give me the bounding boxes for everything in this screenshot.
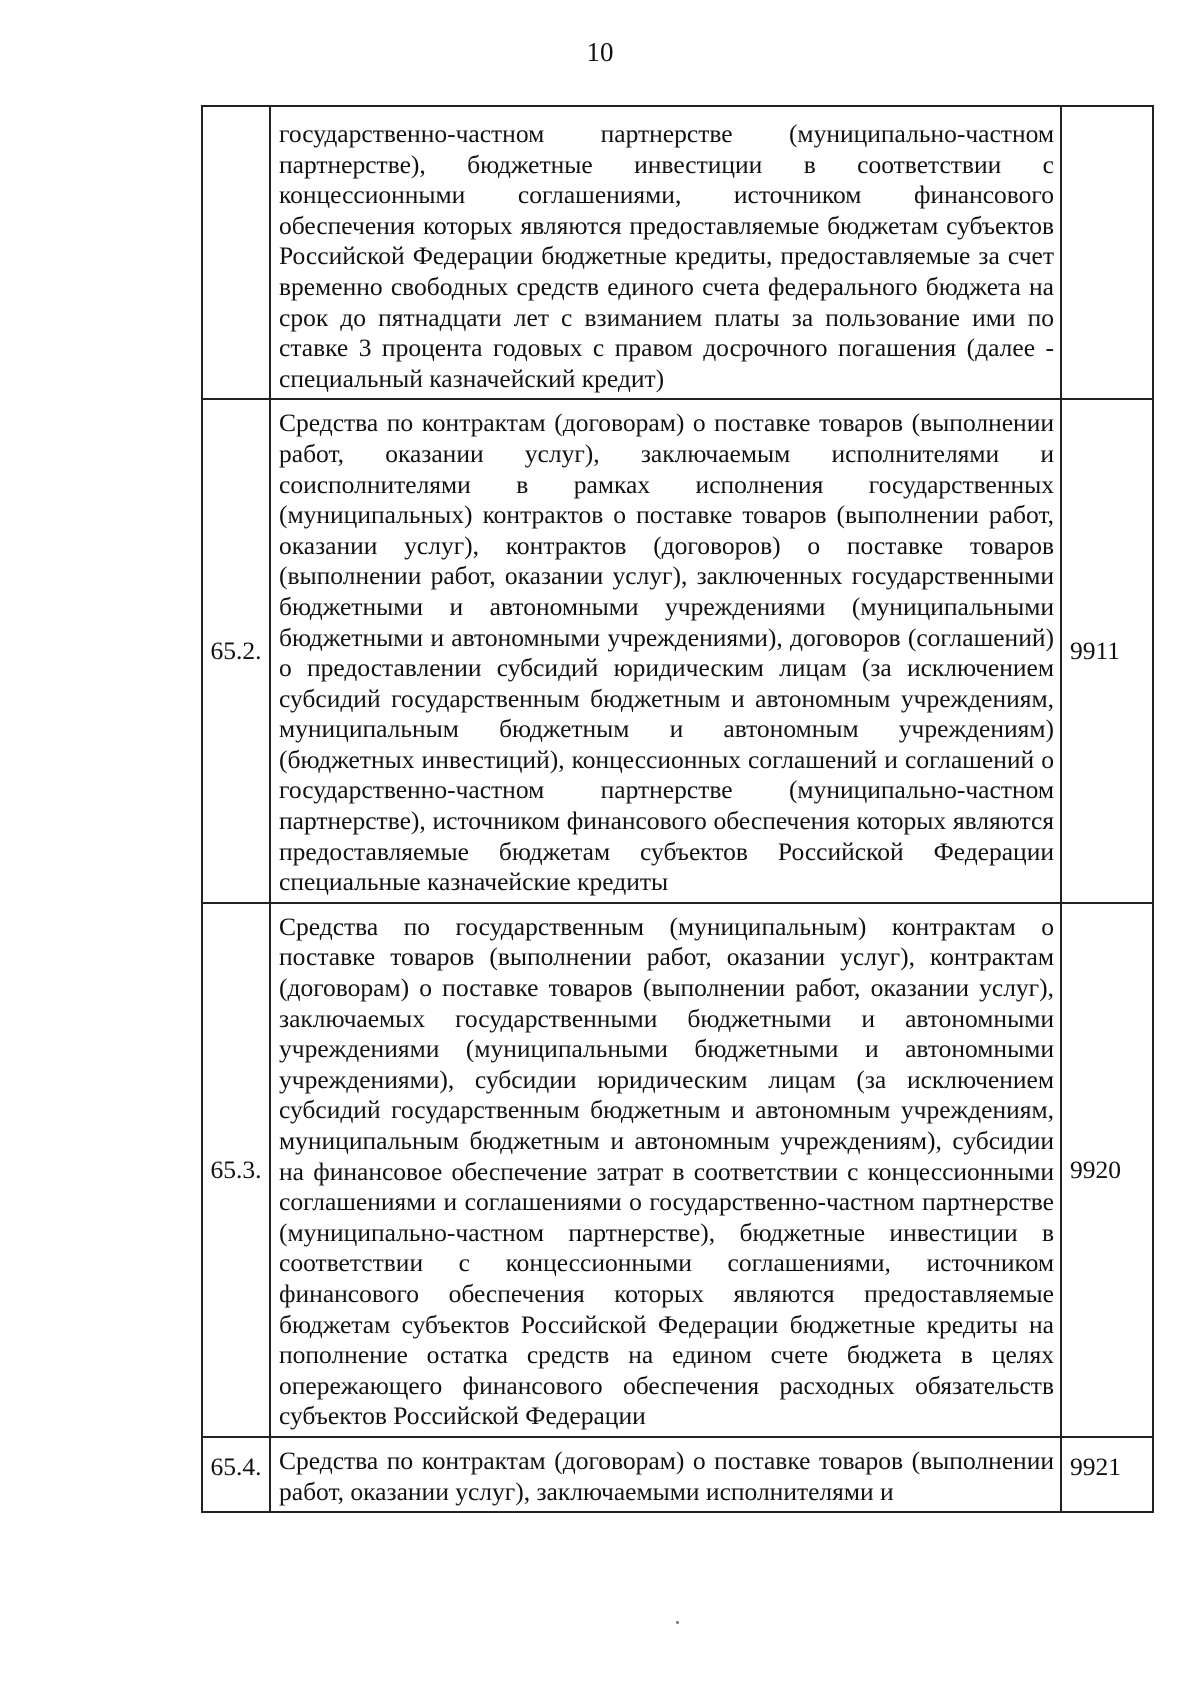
item-code-cell: [1061, 106, 1153, 399]
item-description-cell: государственно-частном партнерстве (муниципально-частном партнерстве), бюджетные инвестиции в соответствии с концессионными соглашениями, источником финансового обеспечения которых являются предоставляемые бюджетам субъектов Российской Федерации бюджетные кредиты, предоставляемые за счет временно свободных средств единого счета федерального бюджета на срок до пятнадцати лет с взиманием платы за пользование ими по ставке 3 процента годовых с правом досрочного погашения (далее - специальный казначейский кредит): [270, 106, 1061, 399]
item-number-cell: 65.3.: [202, 903, 270, 1437]
item-code-cell: 9920: [1061, 903, 1153, 1437]
budget-codes-table: [201, 105, 1154, 1513]
table-row: [202, 1437, 1153, 1512]
table-row: [202, 106, 1153, 399]
table-row: [202, 903, 1153, 1437]
table-row: [202, 399, 1153, 903]
item-number-cell: 65.4.: [202, 1437, 270, 1512]
item-code-cell: 9921: [1061, 1437, 1153, 1512]
item-number-cell: [202, 106, 270, 399]
item-code-cell: 9911: [1061, 399, 1153, 903]
item-description-cell: Средства по контрактам (договорам) о поставке товаров (выполнении работ, оказании услуг), заключаемыми исполнителями и: [270, 1437, 1061, 1512]
scan-speck: [676, 1621, 679, 1624]
item-number-cell: 65.2.: [202, 399, 270, 903]
page-number: 10: [586, 37, 614, 67]
item-description-cell: Средства по контрактам (договорам) о поставке товаров (выполнении работ, оказании услуг), заключаемым исполнителями и соисполнителями в рамках исполнения государственных (муниципальных) контрактов о поставке товаров (выполнении работ, оказании услуг), контрактов (договоров) о поставке товаров (выполнении работ, оказании услуг), заключенных государственными бюджетными и автономными учреждениями (муниципальными бюджетными и автономными учреждениями), договоров (соглашений) о предоставлении субсидий юридическим лицам (за исключением субсидий государственным бюджетным и автономным учреждениям, муниципальным бюджетным и автономным учреждениям) (бюджетных инвестиций), концессионных соглашений и соглашений о государственно-частном партнерстве (муниципально-частном партнерстве), источником финансового обеспечения которых являются предоставляемые бюджетам субъектов Российской Федерации специальные казначейские кредиты: [270, 399, 1061, 903]
item-description-cell: Средства по государственным (муниципальным) контрактам о поставке товаров (выполнении работ, оказании услуг), контрактам (договорам) о поставке товаров (выполнении работ, оказании услуг), заключаемых государственными бюджетными и автономными учреждениями (муниципальными бюджетными и автономными учреждениями), субсидии юридическим лицам (за исключением субсидий государственным бюджетным и автономным учреждениям, муниципальным бюджетным и автономным учреждениям), субсидии на финансовое обеспечение затрат в соответствии с концессионными соглашениями и соглашениями о государственно-частном партнерстве (муниципально-частном партнерстве), бюджетные инвестиции в соответствии с концессионными соглашениями, источником финансового обеспечения которых являются предоставляемые бюджетам субъектов Российской Федерации бюджетные кредиты на пополнение остатка средств на едином счете бюджета в целях опережающего финансового обеспечения расходных обязательств субъектов Российской Федерации: [270, 903, 1061, 1437]
